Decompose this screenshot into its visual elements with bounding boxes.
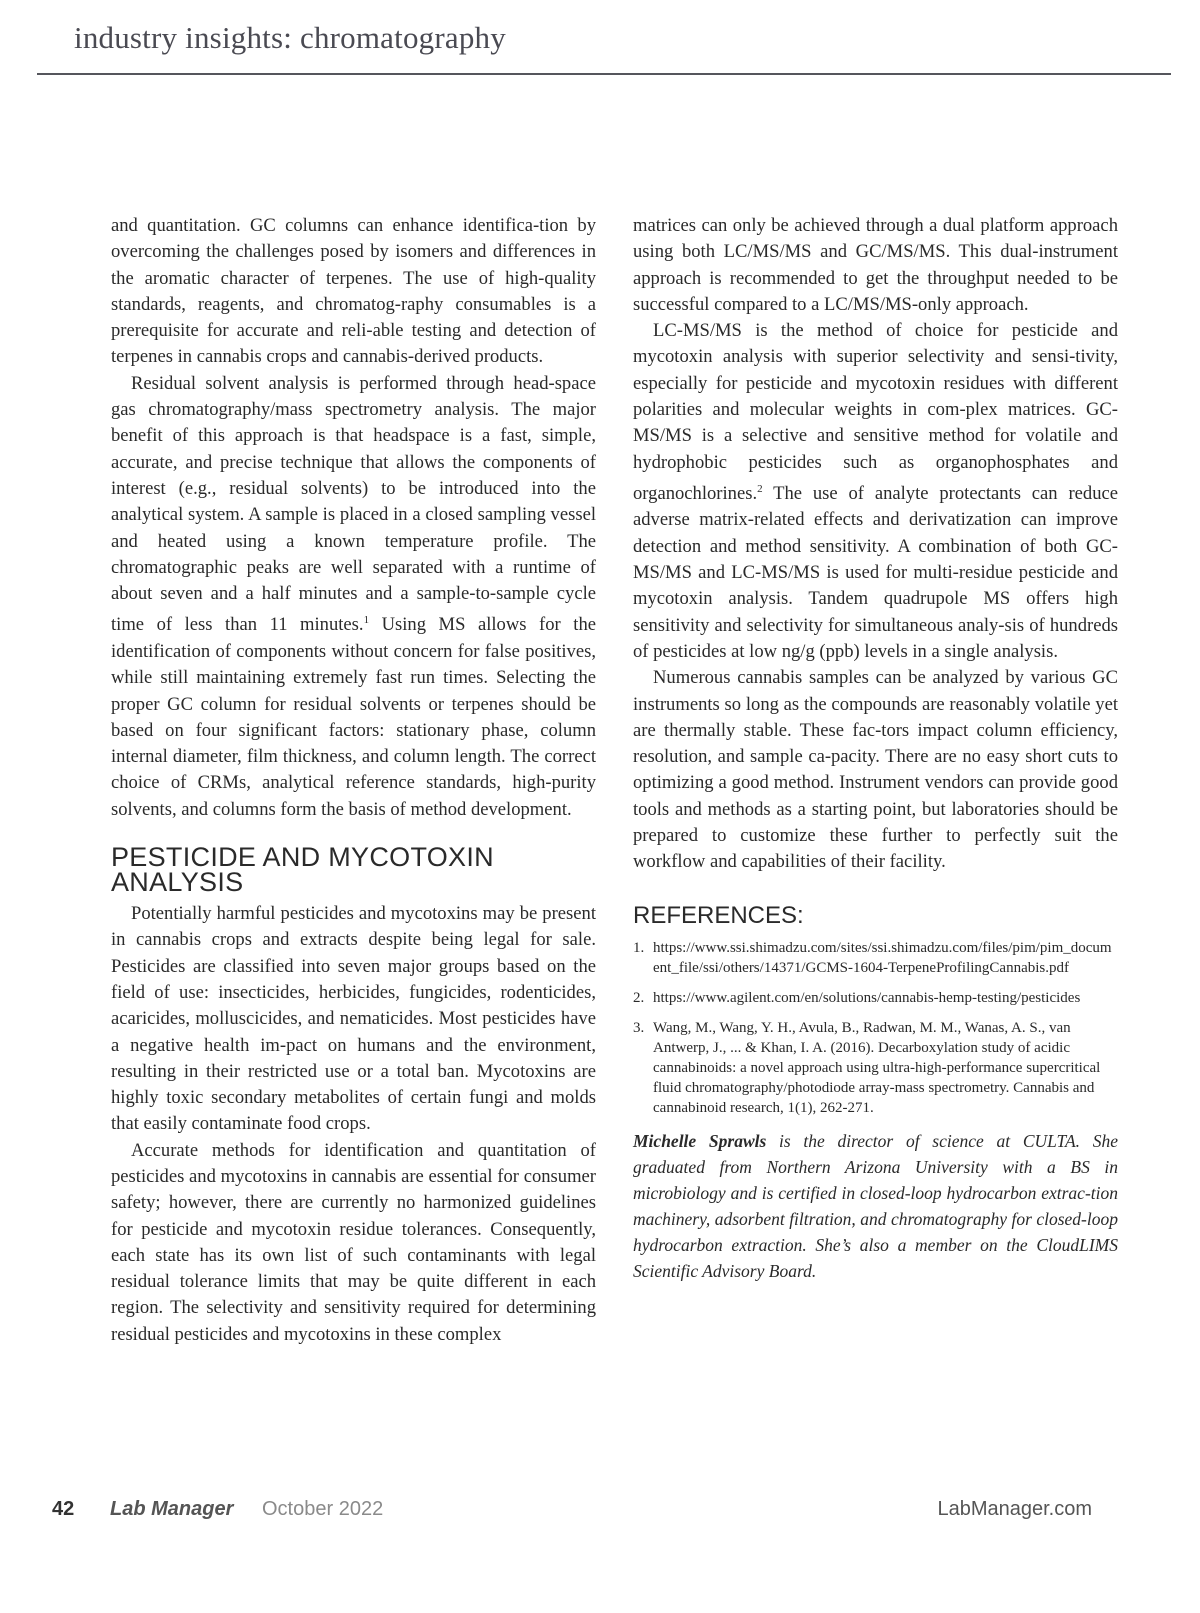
reference-item: [633, 988, 1118, 1008]
section-heading: PESTICIDE AND MYCOTOXIN ANALYSIS: [111, 842, 494, 898]
reference-text: https://www.ssi.shimadzu.com/sites/ssi.shimadzu.com/files/pim/pim_document_file/ssi/others/14371/GCMS-1604-TerpeneProfilingCannabis.pdf: [653, 939, 1112, 976]
references-list: [633, 938, 1118, 1118]
section-title: industry insights: chromatography: [74, 20, 506, 55]
author-bio: [633, 1128, 1118, 1284]
left-paragraph-4: Accurate methods for identification and quantitation of pesticides and mycotoxins in cannabis are essential for consumer safety; however, there are currently no harmonized guidelines for pesticide and mycotoxin residue tolerances. Consequently, each state has its own list of such contaminants with legal residual tolerance limits that may be quite different in each region. The selectivity and sensitivity required for determining residual pesticides and mycotoxins in these complex: [111, 1139, 596, 1345]
reference-number: 2.: [633, 989, 645, 1006]
reference-text: Wang, M., Wang, Y. H., Avula, B., Radwan, M. M., Wanas, A. S., van Antwerp, J., ... & Khan, I. A. (2016). Decarboxylation study of acidic cannabinoids: a novel approach using ultra-high-performance supercritical fluid chromatography/photodiode array-mass spectrometry. Cannabis and cannabinoid research, 1(1), 262-271.: [653, 1019, 1101, 1116]
reference-item: [633, 938, 1118, 978]
reference-item: [633, 1018, 1118, 1118]
left-paragraph-1: and quantitation. GC columns can enhance identifica-tion by overcoming the challenges posed by isomers and differences in the aromatic character of terpenes. The use of high-quality standards, reagents, and chromatog-raphy consumables is a prerequisite for accurate and reli-able testing and detection of terpenes in cannabis crops and cannabis-derived products.: [111, 215, 596, 368]
left-paragraph-2: [111, 371, 596, 823]
left-paragraph-2-part-a: Residual solvent analysis is performed through head-space gas chromatography/mass spectrometry analysis. The major benefit of this approach is that headspace is a fast, simple, accurate, and precise technique that allows the components of interest (e.g., residual solvents) to be introduced into the analytical system. A sample is placed in a closed sampling vessel and heated using a known temperature profile. The chromatographic peaks are well separated with a runtime of about seven and a half minutes and a sample-to-sample cycle time of less than 11 minutes.: [111, 372, 596, 636]
right-paragraph-2-part-b: The use of analyte protectants can reduce adverse matrix-related effects and derivatization can improve detection and method sensitivity. A combination of both GC-MS/MS and LC-MS/MS is used for multi-residue pesticide and mycotoxin analysis. Tandem quadrupole MS offers high sensitivity and selectivity for simultaneous analy-sis of hundreds of pesticides at low ng/g (ppb) levels in a single analysis.: [633, 483, 1118, 662]
citation-1: 1: [363, 614, 370, 627]
left-column: [111, 213, 596, 1348]
website-link[interactable]: LabManager.com: [937, 1498, 1092, 1520]
reference-number: 1.: [633, 939, 645, 956]
left-paragraph-3: Potentially harmful pesticides and mycotoxins may be present in cannabis crops and extracts despite being legal for sale. Pesticides are classified into seven major groups based on the field of use: insecticides, herbicides, fungicides, rodenticides, acaricides, molluscicides, and nematicides. Most pesticides have a negative health im-pact on humans and the environment, resulting in their restricted use or a total ban. Mycotoxins are highly toxic secondary metabolites of certain fungi and molds that easily contaminate food crops.: [111, 903, 596, 1135]
references-heading: REFERENCES:: [633, 901, 804, 929]
author-name: Michelle Sprawls: [633, 1130, 767, 1151]
left-paragraph-2-part-b: Using MS allows for the identification of components without concern for false positives, while still maintaining extremely fast run times. Selecting the proper GC column for residual solvents or terpenes should be based on four significant factors: stationary phase, column internal diameter, film thickness, and column length. The correct choice of CRMs, analytical reference standards, high-purity solvents, and columns form the basis of method development.: [111, 614, 596, 820]
magazine-name: Lab Manager: [110, 1498, 234, 1520]
author-bio-text: is the director of science at CULTA. She graduated from Northern Arizona University with a BS in microbiology and is certified in closed-loop hydrocarbon extrac-tion machinery, adsorbent filtration, and chromatography for closed-loop hydrocarbon extraction. She’s also a member on the CloudLIMS Scientific Advisory Board.: [633, 1130, 1118, 1281]
page-footer: [0, 1498, 1200, 1528]
right-paragraph-2-part-a: LC-MS/MS is the method of choice for pesticide and mycotoxin analysis with superior selectivity and sensi-tivity, especially for pesticide and mycotoxin residues with different polarities and molecular weights in com-plex matrices. GC-MS/MS is a selective and sensitive method for volatile and hydrophobic pesticides such as organophosphates and organochlorines.: [633, 320, 1118, 505]
reference-number: 3.: [633, 1019, 645, 1036]
right-column: [633, 213, 1118, 1284]
citation-2: 2: [757, 482, 763, 495]
page-number: 42: [52, 1498, 75, 1520]
right-paragraph-3: Numerous cannabis samples can be analyzed by various GC instruments so long as the compounds are reasonably volatile yet are thermally stable. These fac-tors impact column efficiency, resolution, and sample ca-pacity. There are no easy short cuts to optimizing a good method. Instrument vendors can provide good tools and methods as a starting point, but laboratories should be prepared to customize these further to perfectly suit the workflow and capabilities of their facility.: [633, 667, 1118, 873]
header-rule: [37, 73, 1171, 75]
right-paragraph-2: [633, 318, 1118, 665]
issue-date: October 2022: [262, 1498, 384, 1520]
right-paragraph-1: matrices can only be achieved through a dual platform approach using both LC/MS/MS and GC/MS/MS. This dual-instrument approach is recommended to get the throughput needed to be successful compared to a LC/MS/MS-only approach.: [633, 215, 1118, 315]
reference-text: https://www.agilent.com/en/solutions/cannabis-hemp-testing/pesticides: [653, 989, 1081, 1006]
